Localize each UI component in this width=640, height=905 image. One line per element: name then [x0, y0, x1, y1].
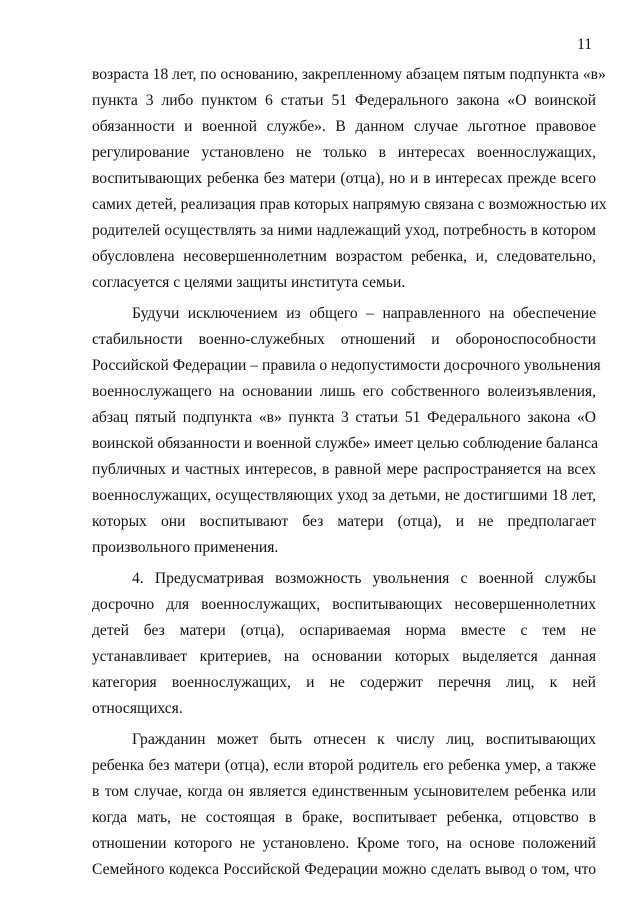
- text-line: категория военнослужащих, и не содержит перечня лиц, к ней: [92, 674, 596, 691]
- text-line: абзац пятый подпункта «в» пункта 3 статьи 51 Федерального закона «О: [92, 409, 596, 426]
- text-line: отношении которого не установлено. Кроме того, на основе положений: [92, 835, 596, 852]
- text-line: в том случае, когда он является единственным усыновителем ребенка или: [92, 783, 596, 800]
- text-line: воинской обязанности и военной службе» имеет целью соблюдение баланса: [92, 435, 599, 452]
- text-line: Семейного кодекса Российской Федерации можно сделать вывод о том, что: [92, 861, 596, 878]
- text-line: произвольного применения.: [92, 539, 279, 556]
- text-line: стабильности военно-служебных отношений и обороноспособности: [92, 331, 596, 348]
- paragraph: [92, 62, 607, 296]
- text-line: 4. Предусматривая возможность увольнения с военной службы: [132, 570, 596, 587]
- text-line: Российской Федерации – правила о недопустимости досрочного увольнения: [92, 357, 601, 374]
- text-line: досрочно для военнослужащих, воспитывающих несовершеннолетних: [92, 596, 596, 613]
- text-line: согласуется с целями защиты института семьи.: [92, 274, 406, 291]
- text-line: ребенка без матери (отца), если второй родитель его ребенка умер, а также: [92, 757, 596, 774]
- text-line: детей без матери (отца), оспариваемая норма вместе с тем не: [92, 622, 596, 639]
- paragraph: [92, 727, 596, 883]
- text-line: обусловлена несовершеннолетним возрастом ребенка, и, следовательно,: [92, 248, 596, 265]
- text-line: публичных и частных интересов, в равной мере распространяется на всех: [92, 461, 596, 478]
- text-line: Будучи исключением из общего – направленного на обеспечение: [132, 305, 596, 322]
- text-line: устанавливает критериев, на основании которых выделяется данная: [92, 648, 596, 665]
- text-line: когда мать, не состоящая в браке, воспитывает ребенка, отцовство в: [92, 809, 596, 826]
- paragraph: [92, 566, 596, 722]
- text-line: пункта 3 либо пунктом 6 статьи 51 Федерального закона «О воинской: [92, 92, 596, 109]
- text-line: родителей осуществлять за ними надлежащий уход, потребность в котором: [92, 222, 596, 239]
- text-line: Гражданин может быть отнесен к числу лиц, воспитывающих: [132, 731, 596, 748]
- page-number: 11: [577, 36, 592, 53]
- text-line: которых они воспитывают без матери (отца), и не предполагает: [92, 513, 596, 530]
- text-line: регулирование установлено не только в интересах военнослужащих,: [92, 144, 596, 161]
- document-body: [92, 62, 607, 883]
- text-line: относящихся.: [92, 700, 183, 717]
- text-line: военнослужащих, осуществляющих уход за детьми, не достигшими 18 лет,: [92, 487, 596, 504]
- text-line: воспитывающих ребенка без матери (отца), но и в интересах прежде всего: [92, 170, 596, 187]
- paragraph: [92, 301, 601, 561]
- text-line: возраста 18 лет, по основанию, закрепленному абзацем пятым подпункта «в»: [92, 66, 606, 83]
- text-line: обязанности и военной службе». В данном случае льготное правовое: [92, 118, 596, 135]
- text-line: военнослужащего на основании лишь его собственного волеизъявления,: [92, 383, 596, 400]
- text-line: самих детей, реализация прав которых напрямую связана с возможностью их: [92, 196, 607, 213]
